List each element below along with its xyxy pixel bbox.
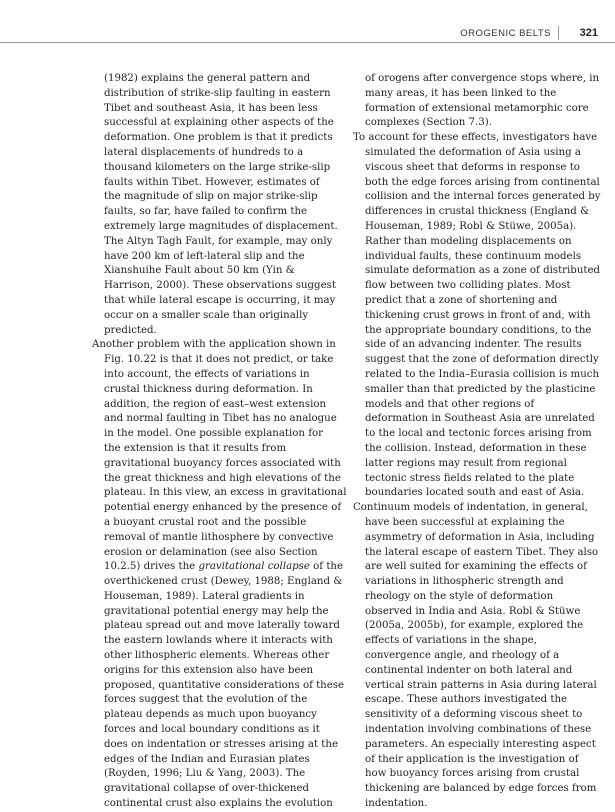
left-paragraph-2-body-b	[92, 575, 345, 812]
text-line: the great thickness and high elevations of the	[104, 472, 341, 484]
text-line: tectonic stress fields related to the plate	[365, 472, 575, 484]
text-line: models and that other regions of	[365, 398, 535, 410]
text-line: asymmetry of deformation in Asia, including	[365, 531, 595, 543]
text-line: Fig. 10.22 is that it does not predict, or take	[104, 354, 334, 366]
text-line: crustal thickness during deformation. In	[104, 383, 313, 395]
text-line: the appropriate boundary conditions, to the	[365, 324, 592, 336]
left-paragraph-2-body-a	[92, 353, 347, 560]
text-line: the lateral escape of eastern Tibet. They also	[365, 546, 599, 558]
italic-term-post: of the	[309, 561, 344, 573]
text-line: latter regions may result from regional	[365, 457, 567, 469]
header-rule	[0, 42, 615, 43]
right-paragraph-3	[353, 501, 599, 812]
text-line: distribution of strike-slip faulting in eastern	[104, 87, 331, 99]
text-line: and normal faulting in Tibet has no analogue	[104, 413, 337, 425]
text-line: individual faults, these continuum models	[365, 250, 582, 262]
text-line: does on indentation or stresses arising at the	[104, 738, 338, 750]
text-line: The Altyn Tagh Fault, for example, may only	[104, 235, 333, 247]
text-line: that while lateral escape is occurring, it may	[104, 294, 336, 306]
text-line: in the model. One possible explanation for	[104, 428, 323, 440]
text-line: to the local and tectonic forces arising from	[365, 428, 592, 440]
paragraph-first-line: Continuum models of indentation, in general,	[353, 502, 588, 514]
text-line: Harrison, 2000). These observations suggest	[104, 280, 336, 292]
text-line: occur on a smaller scale than originally	[104, 309, 309, 321]
text-line: escape. These authors investigated the	[365, 694, 568, 706]
text-line: Houseman, 1989). Lateral gradients in	[104, 590, 305, 602]
text-line: lateral displacements of hundreds to a	[104, 146, 304, 158]
text-line: many areas, it has been linked to the	[365, 87, 557, 99]
text-line: origins for this extension also have been	[104, 664, 314, 676]
text-line: predict that a zone of shortening and	[365, 294, 558, 306]
running-title: OROGENIC BELTS	[460, 28, 551, 39]
right-paragraph-1	[353, 72, 600, 131]
text-line: continental crust also explains the evolution	[104, 798, 333, 810]
text-line: flow between two colliding plates. Most	[365, 280, 571, 292]
text-line: vertical strain patterns in Asia during lateral	[365, 679, 597, 691]
text-line: both the edge forces arising from continental	[365, 176, 600, 188]
text-line: faults, so far, have failed to confirm the	[104, 206, 308, 218]
text-line: continental indenter on both lateral and	[365, 664, 573, 676]
text-line: viscous sheet that deforms in response to	[365, 161, 580, 173]
right-paragraph-2	[353, 131, 601, 501]
text-line: plateau spread out and move laterally toward	[104, 620, 340, 632]
text-line: addition, the region of east–west extension	[104, 398, 327, 410]
text-line: faults within Tibet. However, estimates of	[104, 176, 320, 188]
paragraph-first-line: Another problem with the application shown in	[92, 339, 336, 351]
text-line: potential energy enhanced by the presence of	[104, 502, 342, 514]
italic-term: gravitational collapse	[198, 561, 310, 573]
page-header	[0, 24, 615, 44]
text-line: gravitational potential energy may help the	[104, 605, 329, 617]
text-line: convergence angle, and rheology of a	[365, 650, 560, 662]
text-line: removal of mantle lithosphere by convective	[104, 531, 334, 543]
text-line: simulated the deformation of Asia using a	[365, 146, 581, 158]
header-separator	[558, 26, 559, 40]
text-line: thousand kilometers on the large strike-slip	[104, 161, 331, 173]
italic-term-line	[92, 560, 344, 575]
text-line: edges of the Indian and Eurasian plates	[104, 753, 310, 765]
text-line: the magnitude of slip on major strike-slip	[104, 191, 318, 203]
text-line: boundaries located south and east of Asia.	[365, 487, 585, 499]
right-paragraph-3-body	[353, 516, 599, 812]
left-paragraph-2	[92, 338, 347, 812]
text-line: suggest that the zone of deformation directly	[365, 354, 599, 366]
text-line: formation of extensional metamorphic core	[365, 102, 589, 114]
text-line: are well suited for examining the effects of	[365, 561, 587, 573]
text-line: proposed, quantitative considerations of these	[104, 679, 345, 691]
text-line: parameters. An especially interesting aspect	[365, 738, 596, 750]
left-column	[92, 72, 347, 812]
paragraph-first-line: To account for these effects, investigators have	[353, 132, 598, 144]
text-line: rheology on the style of deformation	[365, 590, 554, 602]
text-line: the collision. Instead, deformation in these	[365, 442, 587, 454]
text-line: other lithospheric elements. Whereas other	[104, 650, 330, 662]
text-line: related to the India–Eurasia collision is much	[365, 368, 600, 380]
text-line: of orogens after convergence stops where, in	[365, 73, 600, 84]
text-line: sensitivity of a deforming viscous sheet to	[365, 709, 583, 721]
text-line: overthickened crust (Dewey, 1988; England &	[104, 576, 343, 588]
text-line: complexes (Section 7.3).	[365, 117, 492, 129]
text-line: smaller than that predicted by the plasticine	[365, 383, 596, 395]
text-line: effects of variations in the shape,	[365, 635, 537, 647]
text-line: how buoyancy forces arising from crustal	[365, 768, 580, 780]
text-line: deformation in Southeast Asia are unrelated	[365, 413, 595, 425]
text-line: Rather than modeling displacements on	[365, 235, 572, 247]
text-line: the extension is that it results from	[104, 442, 287, 454]
text-line: successful at explaining other aspects of the	[104, 117, 334, 129]
text-line: thickening crust grows in front of and, with	[365, 309, 591, 321]
text-line: side of an advancing indenter. The results	[365, 339, 582, 351]
text-line: gravitational collapse of over-thickened	[104, 783, 310, 795]
text-line: extremely large magnitudes of displacement.	[104, 220, 338, 232]
text-line: (2005a, 2005b), for example, explored the	[365, 620, 584, 632]
text-line: simulate deformation as a zone of distributed	[365, 265, 601, 277]
text-line: into account, the effects of variations in	[104, 368, 310, 380]
text-line: forces suggest that the evolution of the	[104, 694, 308, 706]
text-line: have been successful at explaining the	[365, 516, 565, 528]
text-line: deformation. One problem is that it predicts	[104, 132, 333, 144]
left-paragraph-1	[92, 72, 338, 338]
page-number: 321	[579, 27, 598, 39]
text-line: plateau. In this view, an excess in gravitational	[104, 487, 347, 499]
text-line: variations in lithospheric strength and	[365, 576, 564, 588]
text-line: have 200 km of left-lateral slip and the	[104, 250, 305, 262]
right-paragraph-2-body	[353, 146, 601, 501]
right-column	[353, 72, 601, 812]
text-line: the eastern lowlands where it interacts with	[104, 635, 333, 647]
text-line: (1982) explains the general pattern and	[104, 73, 311, 84]
text-line: (Royden, 1996; Liu & Yang, 2003). The	[104, 768, 306, 780]
text-line: Xianshuihe Fault about 50 km (Yin &	[104, 265, 295, 277]
text-line: Tibet and southeast Asia, it has been less	[104, 102, 318, 114]
text-line: gravitational buoyancy forces associated with	[104, 457, 341, 469]
text-line: differences in crustal thickness (England &	[365, 206, 590, 218]
text-line: predicted.	[104, 324, 157, 336]
text-line: collision and the internal forces generated by	[365, 191, 601, 203]
text-line: a buoyant crustal root and the possible	[104, 516, 307, 528]
text-line: plateau depends as much upon buoyancy	[104, 709, 317, 721]
text-line: thickening are balanced by edge forces from	[365, 783, 597, 795]
text-line: observed in India and Asia. Robl & Stüwe	[365, 605, 581, 617]
text-line: erosion or delamination (see also Section	[104, 546, 318, 558]
text-line: Houseman, 1989; Robl & Stüwe, 2005a).	[365, 220, 577, 232]
text-line: forces and local boundary conditions as it	[104, 724, 320, 736]
text-line: indentation involving combinations of these	[365, 724, 592, 736]
text-line: indentation.	[365, 798, 428, 810]
text-line: of their application is the investigation of	[365, 753, 579, 765]
italic-term-pre: 10.2.5) drives the	[104, 561, 199, 573]
